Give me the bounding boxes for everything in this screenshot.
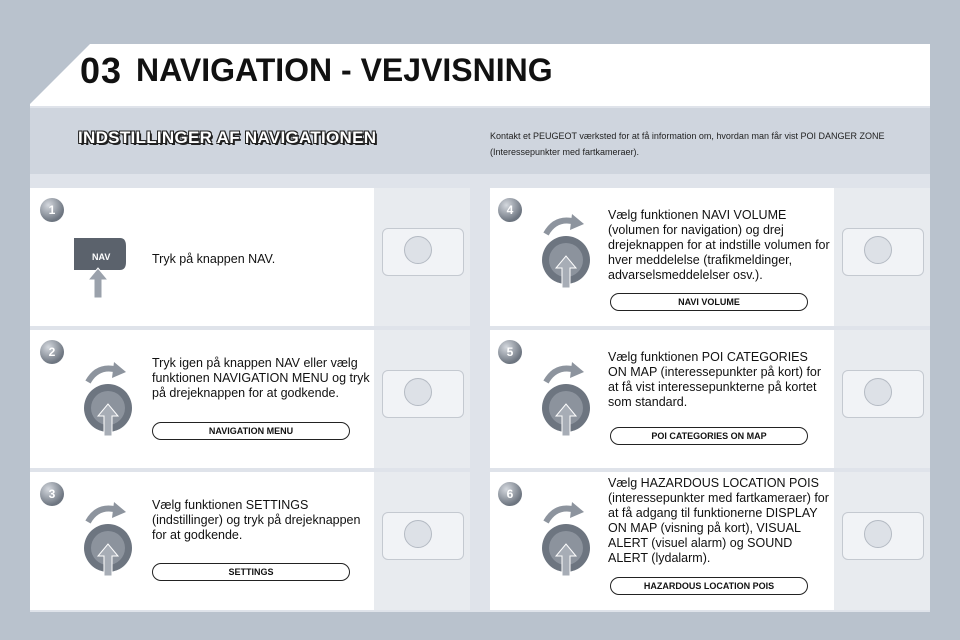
menu-label-pill: HAZARDOUS LOCATION POIS [610, 577, 808, 595]
step-number-5: 5 [498, 340, 522, 364]
rotary-knob-icon [536, 500, 596, 580]
step-number-2: 2 [40, 340, 64, 364]
menu-label-pill: NAVIGATION MENU [152, 422, 350, 440]
step-number-3: 3 [40, 482, 64, 506]
radio-unit-image [374, 188, 470, 326]
rotary-knob-icon [78, 500, 138, 580]
step-text-2: Tryk igen på knappen NAV eller vælg funktionen NAVIGATION MENU og tryk på drejeknappen for at godkende. [152, 356, 370, 400]
radio-unit-image [374, 330, 470, 468]
step-text-4: Vælg funktionen NAVI VOLUME (volumen for navigation) og drej drejeknappen for at indstille volumen for hver meddelelse (trafikmeldinger, advarselsmeddelelser osv.). [608, 208, 830, 282]
step-text-5: Vælg funktionen POI CATEGORIES ON MAP (interessepunkter på kort) for at få vist interessepunkterne på kortet som standard. [608, 350, 822, 409]
rotary-knob-icon [536, 360, 596, 440]
chapter-number: 03 [80, 50, 123, 91]
radio-unit-image [374, 472, 470, 610]
radio-unit-image [834, 472, 930, 610]
nav-key-label: NAV [92, 252, 111, 262]
step-number-4: 4 [498, 198, 522, 222]
radio-unit-image [834, 330, 930, 468]
step-text-3: Vælg funktionen SETTINGS (indstillinger) og tryk på drejeknappen for at godkende. [152, 498, 361, 542]
rotary-knob-icon [78, 360, 138, 440]
step-number-6: 6 [498, 482, 522, 506]
step-text-1: Tryk på knappen NAV. [152, 252, 276, 266]
rotary-knob-icon [536, 212, 596, 292]
section-title: INDSTILLINGER AF NAVIGATIONEN [78, 128, 377, 147]
step-number-1: 1 [40, 198, 64, 222]
menu-label-pill: SETTINGS [152, 563, 350, 581]
section-note: Kontakt et PEUGEOT værksted for at få information om, hvordan man får vist POI DANGER ZONE (Interessepunkter med fartkameraer). [490, 131, 885, 157]
nav-button-icon [70, 232, 134, 302]
page-title: NAVIGATION - VEJVISNING [136, 52, 553, 88]
step-text-6: Vælg HAZARDOUS LOCATION POIS (interessepunkter med fartkameraer) for at få adgang til funktionerne DISPLAY ON MAP (visning på kort), VISUAL ALERT (visuel alarm) og SOUND ALERT (lydalarm). [608, 476, 829, 565]
radio-unit-image [834, 188, 930, 326]
menu-label-pill: NAVI VOLUME [610, 293, 808, 311]
menu-label-pill: POI CATEGORIES ON MAP [610, 427, 808, 445]
